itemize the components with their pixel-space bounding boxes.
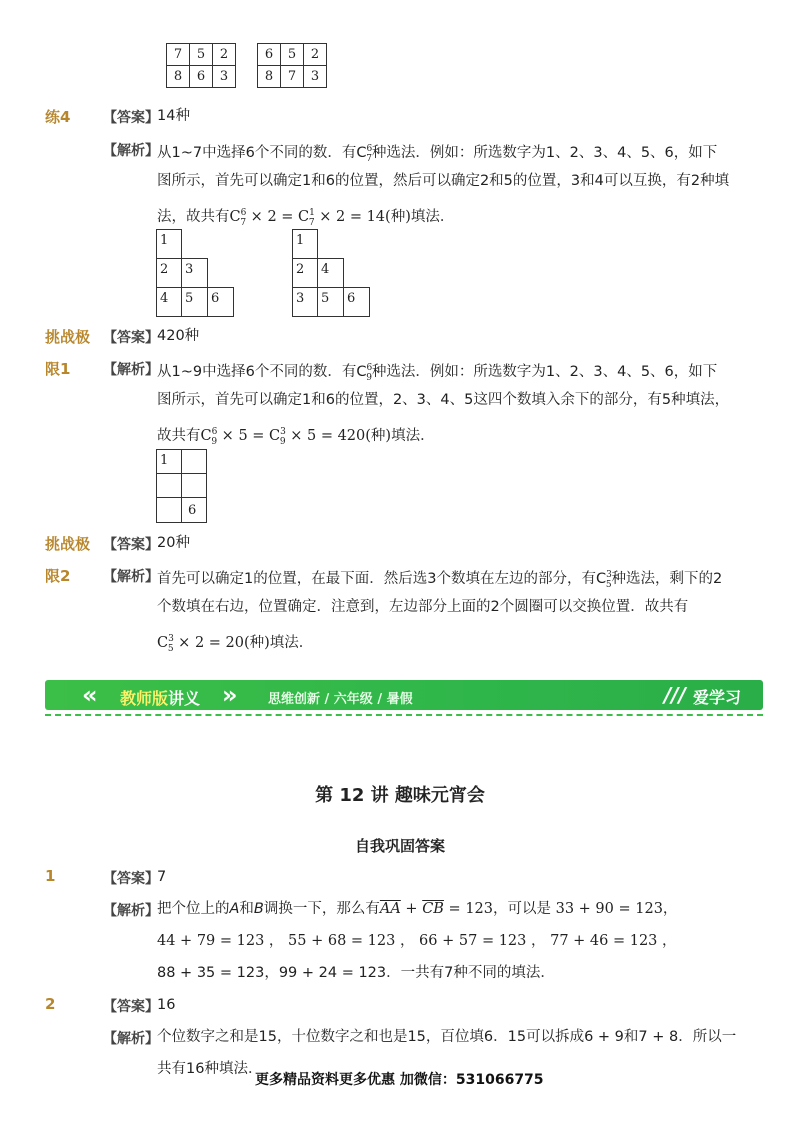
question-number: 1 [45,867,56,885]
fig-cell [181,473,207,498]
fig-cell: 5 [181,287,208,317]
math: = 123，可以是 33 + 90 = 123， [443,901,678,917]
math-sub: 5 [167,643,174,654]
answer-value: 7 [157,869,167,885]
math-sub: 9 [279,436,286,447]
math-sub: 7 [366,153,372,164]
fig-cell: 5 [317,287,344,317]
analysis-line-1 [157,899,677,919]
math-sup: 3 [280,427,286,437]
analysis-label: 【解析】 [103,569,159,585]
analysis-line-1 [157,358,717,388]
banner-dashed-divider [45,714,763,716]
brand-logo-icon: /// [664,683,686,707]
text: 从1~7中选择6个不同的数．有C [157,144,367,161]
math: C [298,208,310,225]
cell: 5 [190,44,213,66]
analysis-line-2: 44 + 79 = 123 ， 55 + 68 = 123 ， 66 + 57 = 123 ， 77 + 46 = 123 ， [157,933,677,949]
top-table-right [257,43,327,88]
fig-cell: 3 [181,258,208,288]
analysis-line-2: 图所示，首先可以确定1和6的位置，然后可以确定2和5的位置，3和4可以互换，有2种填 [157,173,730,189]
analysis-line-2: 图所示，首先可以确定1和6的位置，2、3、4、5这四个数填入余下的部分，有5种填法， [157,392,730,408]
text: 首先可以确定1的位置，在最下面．然后选3个数填在左边的部分，有C [157,570,607,587]
math-sub: 5 [605,579,612,590]
fig-cell [156,497,182,523]
section-tag-xian1: 限1 [45,360,71,378]
math-sup: 6 [240,208,247,218]
math: C [157,634,169,651]
cell: 8 [258,66,281,88]
cell: 3 [304,66,327,88]
analysis-label: 【解析】 [103,362,159,378]
question-number: 2 [45,995,56,1013]
analysis-line-2: 个数填在右边，位置确定．注意到，左边部分上面的2个圆圈可以交换位置．故共有 [157,599,689,615]
top-table-left [166,43,236,88]
text: 和 [239,901,254,917]
answer-label: 【答案】 [103,330,159,346]
math: + [400,901,423,917]
math: $\overline{AA}$ [379,901,401,917]
text: 种选法．例如：所选数字为1、2、3、4、5、6，如下 [371,144,718,161]
fig-cell [181,449,207,474]
fig-cell: 4 [156,287,182,317]
analysis-line-3: 88 + 35 = 123，99 + 24 = 123．一共有7种不同的填法． [157,965,555,981]
banner-title-b: 讲义 [168,689,201,708]
fig-cell: 1 [156,229,182,259]
math-sub: 9 [211,436,218,447]
banner-subtitle: 思维创新 / 六年级 / 暑假 [268,692,413,707]
answer-value: 14种 [157,108,190,124]
math-sub: 7 [240,217,247,228]
text: 种选法．例如：所选数字为1、2、3、4、5、6，如下 [371,363,718,380]
text: 种选法，剩下的2 [611,570,723,587]
fig-cell: 6 [207,287,234,317]
text: 调换一下，那么有 [263,901,380,917]
math: × 5 = 420(种)填法． [285,427,435,444]
cell: 5 [281,44,304,66]
analysis-line-3 [157,629,313,659]
fig-cell [156,473,182,498]
cell: 6 [258,44,281,66]
answer-value: 16 [157,997,176,1013]
section-tag-lian4: 练4 [45,108,71,126]
math-sup: 6 [366,363,373,373]
answer-value: 20种 [157,535,190,551]
analysis-label: 【解析】 [103,143,159,159]
cell: 7 [281,66,304,88]
fig-cell: 1 [156,449,182,474]
analysis-label: 【解析】 [103,1031,159,1047]
banner-title-a: 教师版 [120,689,169,708]
answer-label: 【答案】 [103,110,159,126]
fig-cell: 6 [343,287,370,317]
math-sup: 6 [211,427,218,437]
math-sup: 3 [606,570,612,580]
cell: 8 [167,66,190,88]
fig-cell: 1 [292,229,318,259]
footer-contact: 更多精品资料更多优惠 加微信：531066775 [255,1072,544,1088]
math: × 2 = 14(种)填法． [314,208,455,225]
fig-cell: 6 [181,497,207,523]
math: C [269,427,281,444]
cell: 2 [304,44,327,66]
fig-cell: 4 [317,258,344,288]
brand-logo-text: 爱学习 [693,688,742,707]
math-sub: 7 [308,217,315,228]
text: B [253,901,264,917]
math-sup: 3 [168,634,174,644]
math: × 2 = 20(种)填法． [173,634,314,651]
fig-cell: 2 [156,258,182,288]
text: 法，故共有 [157,208,230,225]
section-tag-xian2: 限2 [45,567,71,585]
text: 从1~9中选择6个不同的数．有C [157,363,367,380]
chevron-left-icon: « [82,681,98,709]
fig-cell: 3 [292,287,318,317]
section-tag-tiaozhan: 挑战极 [45,535,91,553]
analysis-line-3 [157,422,435,452]
math: × 2 = [246,208,299,225]
answer-value: 420种 [157,328,200,344]
math: C [200,427,212,444]
text: 故共有 [157,427,201,444]
lecture-subtitle: 自我巩固答案 [354,837,445,855]
analysis-line-1: 个位数字之和是15，十位数字之和也是15，百位填6．15可以拆成6 + 9和7 + 8．所以一 [157,1029,737,1045]
banner-title [120,686,200,709]
cell: 7 [167,44,190,66]
analysis-line-2: 共有16种填法． [157,1061,263,1077]
text: 把个位上的 [157,901,230,917]
math: C [229,208,241,225]
answer-label: 【答案】 [103,871,159,887]
cell: 2 [213,44,236,66]
chevron-right-icon: » [222,681,238,709]
fig-cell: 2 [292,258,318,288]
lecture-title: 第 12 讲 趣味元宵会 [315,785,485,806]
math-sup: 6 [366,144,373,154]
text: A [229,901,240,917]
section-tag-tiaozhan: 挑战极 [45,328,91,346]
analysis-line-1 [157,565,722,595]
math: $\overline{CB}$ [422,901,444,917]
math-sub: 9 [366,372,372,383]
answer-label: 【答案】 [103,537,159,553]
cell: 3 [213,66,236,88]
math: × 5 = [217,427,270,444]
cell: 6 [190,66,213,88]
analysis-line-1 [157,139,717,169]
math-sup: 1 [309,208,315,218]
answer-label: 【答案】 [103,999,159,1015]
analysis-label: 【解析】 [103,903,159,919]
